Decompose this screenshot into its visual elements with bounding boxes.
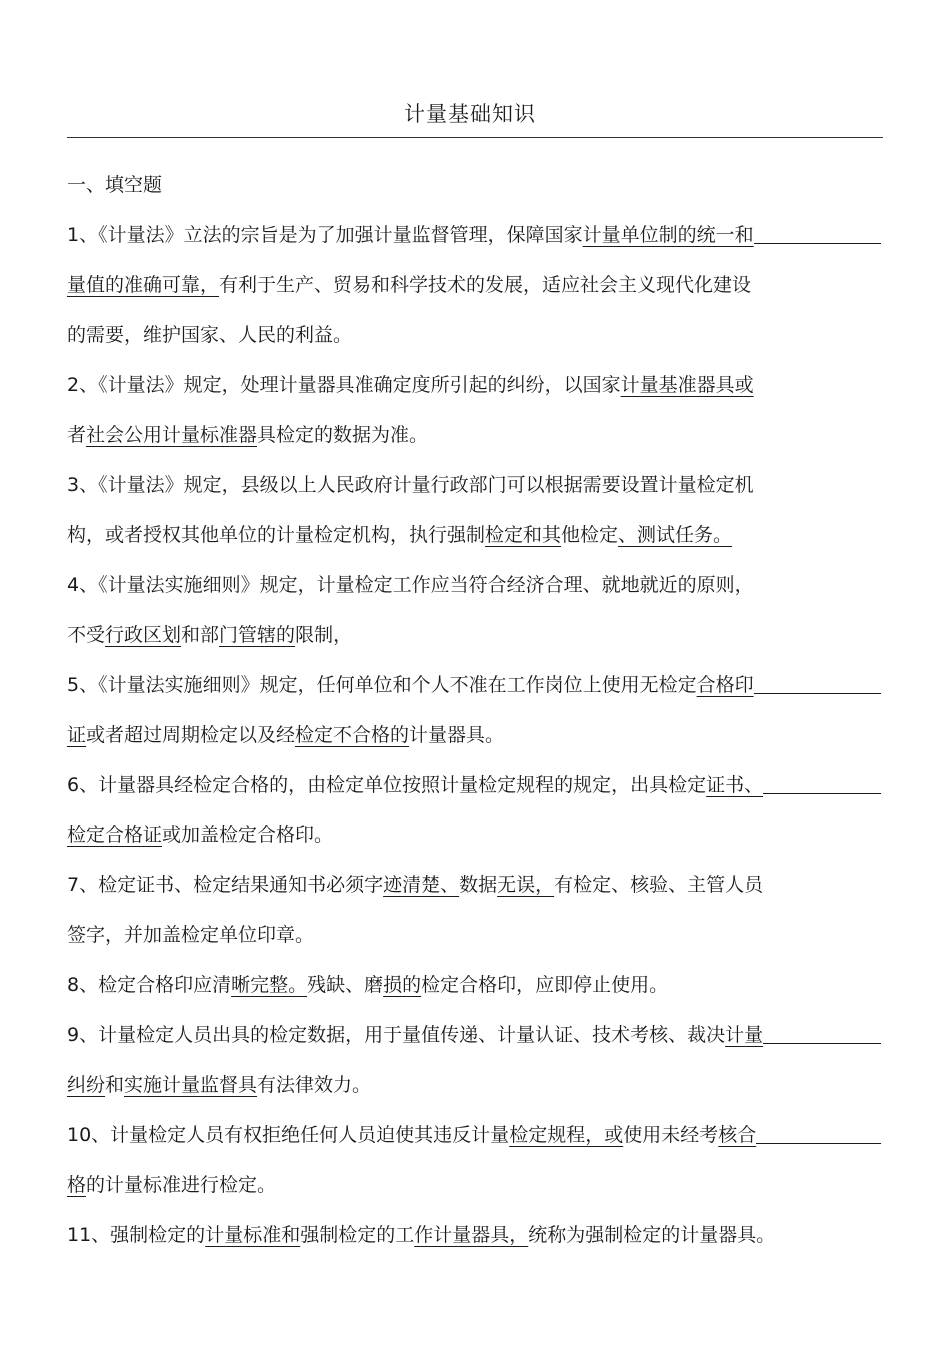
question-text: 数据 (459, 874, 498, 896)
question-text: 3、《计量法》规定，县级以上人民政府计量行政部门可以根据需要设置计量检定机 (67, 474, 754, 496)
answer-blank-text: 计量单位制的统一和 (582, 224, 754, 246)
question-text: 他检定 (561, 524, 619, 546)
answer-blank-text: 合格印 (696, 674, 754, 696)
question-text: 构，或者授权其他单位的计量检定机构，执行强制 (67, 524, 486, 546)
question-line (67, 814, 883, 864)
answer-blank-text: 社会公用计量标准器 (86, 424, 258, 446)
answer-blank-line (763, 1042, 881, 1044)
question-item (67, 214, 883, 364)
answer-blank-text: 格 (67, 1174, 87, 1196)
question-text: 检定合格印，应即停止使用。 (421, 974, 669, 996)
question-text: 2、《计量法》规定，处理计量器具准确定度所引起的纠纷，以国家 (67, 374, 621, 396)
answer-blank-text: 迹清楚、 (383, 874, 460, 896)
question-line (67, 464, 883, 514)
answer-blank-text: 检定不合格的 (295, 724, 410, 746)
question-text: 具检定的数据为准。 (257, 424, 429, 446)
answer-blank-text: 量值的准确可靠， (67, 274, 220, 296)
question-line (67, 1214, 883, 1264)
question-line (67, 764, 883, 814)
answer-blank-line (754, 242, 881, 244)
question-line (67, 1114, 883, 1164)
question-text: 和 (105, 1074, 125, 1096)
question-item (67, 364, 883, 464)
question-text: 的计量标准进行检定。 (86, 1174, 277, 1196)
answer-blank-text: 纠纷 (67, 1074, 106, 1096)
question-text: 统称为强制检定的计量器具。 (528, 1224, 776, 1246)
question-item (67, 464, 883, 564)
question-line (67, 1164, 883, 1214)
question-line (67, 864, 883, 914)
question-item (67, 964, 883, 1014)
question-text: 和部 (181, 624, 220, 646)
question-text: 9、计量检定人员出具的检定数据，用于量值传递、计量认证、技术考核、裁决 (67, 1024, 726, 1046)
question-text: 6、计量器具经检定合格的，由检定单位按照计量检定规程的规定，出具检定 (67, 774, 707, 796)
question-item (67, 564, 883, 664)
question-item (67, 1114, 883, 1214)
question-line (67, 664, 883, 714)
question-item (67, 1014, 883, 1114)
question-line (67, 614, 883, 664)
question-item (67, 1214, 883, 1264)
question-line (67, 714, 883, 764)
question-text: 有法律效力。 (257, 1074, 372, 1096)
question-line (67, 564, 883, 614)
question-text: 强制检定的工 (300, 1224, 415, 1246)
question-text: 1、《计量法》立法的宗旨是为了加强计量监督管理，保障国家 (67, 224, 583, 246)
question-text: 计量器具。 (409, 724, 505, 746)
answer-blank-text: 计量 (725, 1024, 764, 1046)
question-line (67, 514, 883, 564)
question-text: 或者超过周期检定以及经 (86, 724, 296, 746)
question-text: 者 (67, 424, 87, 446)
question-text: 签字，并加盖检定单位印章。 (67, 924, 315, 946)
answer-blank-text: 门管辖的 (219, 624, 296, 646)
question-text: 5、《计量法实施细则》规定，任何单位和个人不准在工作岗位上使用无检定 (67, 674, 697, 696)
question-line (67, 314, 883, 364)
question-item (67, 864, 883, 964)
title-divider (67, 137, 883, 138)
answer-blank-text: 检定和其 (485, 524, 562, 546)
question-item (67, 664, 883, 764)
question-text: 不受 (67, 624, 106, 646)
question-item (67, 764, 883, 864)
question-text: 限制， (295, 624, 353, 646)
answer-blank-text: 证书、 (706, 774, 764, 796)
document-body (67, 164, 883, 1264)
page-title: 计量基础知识 (404, 102, 536, 126)
question-text: 8、检定合格印应清 (67, 974, 232, 996)
question-text: 4、《计量法实施细则》规定，计量检定工作应当符合经济合理、就地就近的原则， (67, 574, 754, 596)
question-text: 10、计量检定人员有权拒绝任何人员迫使其违反计量 (67, 1124, 510, 1146)
answer-blank-text: 计量标准和 (205, 1224, 301, 1246)
answer-blank-text: 行政区划 (105, 624, 182, 646)
answer-blank-text: 检定规程，或 (509, 1124, 624, 1146)
section-heading: 一、填空题 (67, 174, 163, 196)
answer-blank-text: 计量基准器具或 (620, 374, 754, 396)
question-line (67, 214, 883, 264)
answer-blank-line (763, 792, 881, 794)
question-line (67, 264, 883, 314)
answer-blank-text: 核合 (718, 1124, 757, 1146)
question-line (67, 964, 883, 1014)
answer-blank-text: 晰完整。 (231, 974, 308, 996)
answer-blank-line (756, 1142, 881, 1144)
question-text: 使用未经考 (623, 1124, 719, 1146)
answer-blank-text: 、测试任务。 (618, 524, 733, 546)
answer-blank-text: 实施计量监督具 (124, 1074, 258, 1096)
question-list (67, 214, 883, 1264)
question-line (67, 1064, 883, 1114)
question-text: 7、检定证书、检定结果通知书必须字 (67, 874, 384, 896)
question-line (67, 364, 883, 414)
question-line (67, 914, 883, 964)
answer-blank-text: 无误， (497, 874, 555, 896)
question-text: 的需要，维护国家、人民的利益。 (67, 324, 353, 346)
question-text: 或加盖检定合格印。 (162, 824, 334, 846)
question-text: 11、强制检定的 (67, 1224, 206, 1246)
question-line (67, 1014, 883, 1064)
answer-blank-text: 检定合格证 (67, 824, 163, 846)
question-text: 有检定、核验、主管人员 (554, 874, 764, 896)
answer-blank-line (754, 692, 881, 694)
answer-blank-text: 损的 (383, 974, 422, 996)
question-text: 有利于生产、贸易和科学技术的发展，适应社会主义现代化建设 (219, 274, 752, 296)
answer-blank-text: 作计量器具， (414, 1224, 529, 1246)
answer-blank-text: 证 (67, 724, 87, 746)
question-text: 残缺、磨 (307, 974, 384, 996)
question-line (67, 414, 883, 464)
